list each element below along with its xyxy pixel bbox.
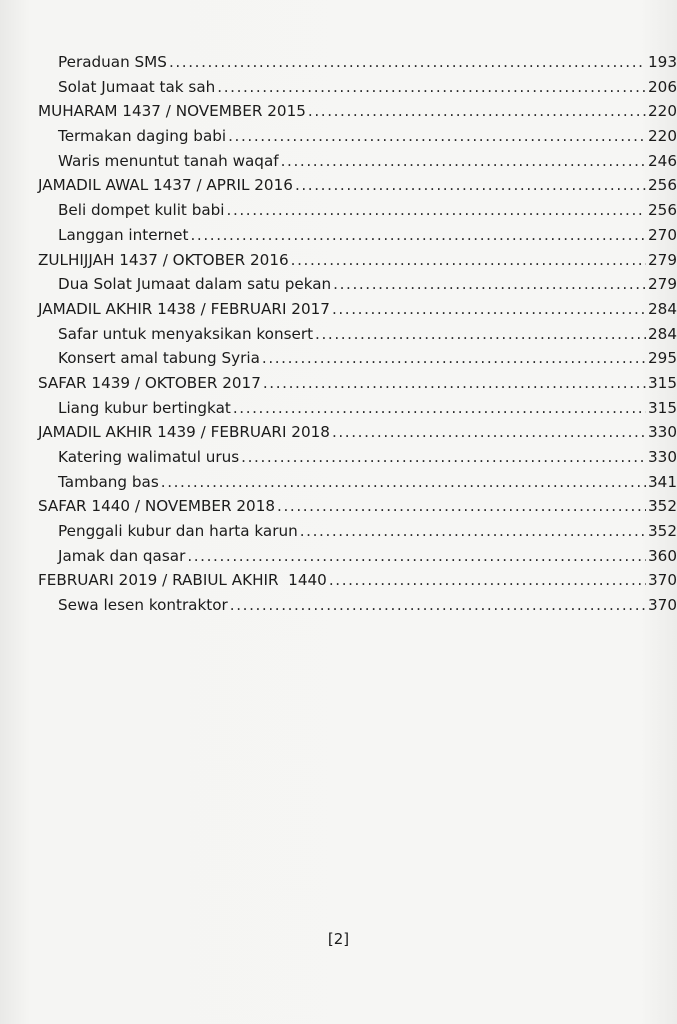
dot-leader xyxy=(291,248,646,273)
toc-row[interactable] xyxy=(38,50,677,75)
toc-row[interactable] xyxy=(38,149,677,174)
toc-row[interactable] xyxy=(38,396,677,421)
toc-section-row[interactable] xyxy=(38,248,677,273)
toc-section-row[interactable] xyxy=(38,99,677,124)
dot-leader xyxy=(217,75,646,100)
toc-section-title: JAMADIL AKHIR 1438 / FEBRUARI 2017 xyxy=(38,299,330,318)
toc-row-page: 295 xyxy=(648,349,677,368)
toc-row-page: 279 xyxy=(648,250,677,269)
toc-row-page: 206 xyxy=(648,77,677,96)
dot-leader xyxy=(333,272,646,297)
toc-row[interactable] xyxy=(38,124,677,149)
toc-row-title: Dua Solat Jumaat dalam satu pekan xyxy=(58,275,332,294)
dot-leader xyxy=(332,420,646,445)
dot-leader xyxy=(241,445,646,470)
toc-section-row[interactable] xyxy=(38,297,677,322)
toc-row-title: Beli dompet kulit babi xyxy=(58,201,225,220)
toc-row-page: 352 xyxy=(648,497,677,516)
toc-row[interactable] xyxy=(38,322,677,347)
toc-section-row[interactable] xyxy=(38,173,677,198)
toc-row-title: Sewa lesen kontraktor xyxy=(58,596,228,615)
dot-leader xyxy=(300,519,646,544)
toc-row-title: Waris menuntut tanah waqaf xyxy=(58,151,279,170)
toc-section-title: ZULHIJJAH 1437 / OKTOBER 2016 xyxy=(38,250,289,269)
dot-leader xyxy=(263,371,646,396)
dot-leader xyxy=(190,223,646,248)
toc-row-title: Langgan internet xyxy=(58,225,189,244)
toc-row-page: 279 xyxy=(648,275,677,294)
toc-row-page: 370 xyxy=(648,596,677,615)
toc-row[interactable] xyxy=(38,445,677,470)
toc-row[interactable] xyxy=(38,544,677,569)
toc-section-title: JAMADIL AWAL 1437 / APRIL 2016 xyxy=(38,176,293,195)
toc-row-title: Solat Jumaat tak sah xyxy=(58,77,216,96)
toc-section-title: FEBRUARI 2019 / RABIUL AKHIR 1440 xyxy=(38,571,327,590)
page-number: [2] xyxy=(327,930,350,948)
toc-row[interactable] xyxy=(38,75,677,100)
dot-leader xyxy=(169,50,646,75)
toc-row-title: Safar untuk menyaksikan konsert xyxy=(58,324,314,343)
dot-leader xyxy=(262,346,646,371)
toc-row-page: 193 xyxy=(648,53,677,71)
dot-leader xyxy=(315,322,646,347)
toc-section-row[interactable] xyxy=(38,494,677,519)
toc-row[interactable] xyxy=(38,346,677,371)
toc-row-page: 246 xyxy=(648,151,677,170)
toc-row-title: Katering walimatul urus xyxy=(58,448,240,466)
toc-row-page: 256 xyxy=(648,201,677,220)
dot-leader xyxy=(227,198,646,223)
toc-row-page: 330 xyxy=(648,448,677,466)
dot-leader xyxy=(281,149,646,174)
toc-row[interactable] xyxy=(38,519,677,544)
toc-row-page: 256 xyxy=(648,176,677,195)
toc-row[interactable] xyxy=(38,272,677,297)
toc-row-page: 360 xyxy=(648,546,677,565)
toc-row[interactable] xyxy=(38,470,677,495)
toc-row-title: Liang kubur bertingkat xyxy=(58,398,231,417)
toc-row-page: 284 xyxy=(648,324,677,343)
toc-row-title: Konsert amal tabung Syria xyxy=(58,349,260,368)
toc-row[interactable] xyxy=(38,198,677,223)
dot-leader xyxy=(161,470,646,495)
toc-row-title: Peraduan SMS xyxy=(58,53,167,71)
toc-row-page: 370 xyxy=(648,571,677,590)
toc-row[interactable] xyxy=(38,593,677,618)
toc-row-page: 352 xyxy=(648,522,677,541)
dot-leader xyxy=(228,124,646,149)
toc-section-title: JAMADIL AKHIR 1439 / FEBRUARI 2018 xyxy=(38,423,330,442)
toc-row-page: 284 xyxy=(648,299,677,318)
toc-row-title: Penggali kubur dan harta karun xyxy=(58,522,298,541)
table-of-contents xyxy=(38,50,677,618)
toc-section-row[interactable] xyxy=(38,371,677,396)
toc-section-row[interactable] xyxy=(38,568,677,593)
toc-section-title: SAFAR 1440 / NOVEMBER 2018 xyxy=(38,497,276,516)
toc-row-page: 270 xyxy=(648,225,677,244)
toc-row[interactable] xyxy=(38,223,677,248)
dot-leader xyxy=(308,99,646,124)
toc-row-page: 220 xyxy=(648,127,677,146)
dot-leader xyxy=(233,396,646,421)
toc-row-page: 315 xyxy=(648,373,677,392)
dot-leader xyxy=(332,297,646,322)
toc-row-title: Termakan daging babi xyxy=(58,127,227,146)
dot-leader xyxy=(277,494,646,519)
toc-section-row[interactable] xyxy=(38,420,677,445)
toc-row-page: 220 xyxy=(648,102,677,121)
toc-section-title: MUHARAM 1437 / NOVEMBER 2015 xyxy=(38,102,306,121)
dot-leader xyxy=(329,568,646,593)
dot-leader xyxy=(230,593,646,618)
toc-row-title: Tambang bas xyxy=(58,472,159,491)
toc-row-page: 341 xyxy=(648,472,677,491)
toc-row-title: Jamak dan qasar xyxy=(58,546,186,565)
dot-leader xyxy=(187,544,646,569)
toc-section-title: SAFAR 1439 / OKTOBER 2017 xyxy=(38,373,261,392)
toc-row-page: 330 xyxy=(648,423,677,442)
dot-leader xyxy=(295,173,646,198)
toc-row-page: 315 xyxy=(648,398,677,417)
